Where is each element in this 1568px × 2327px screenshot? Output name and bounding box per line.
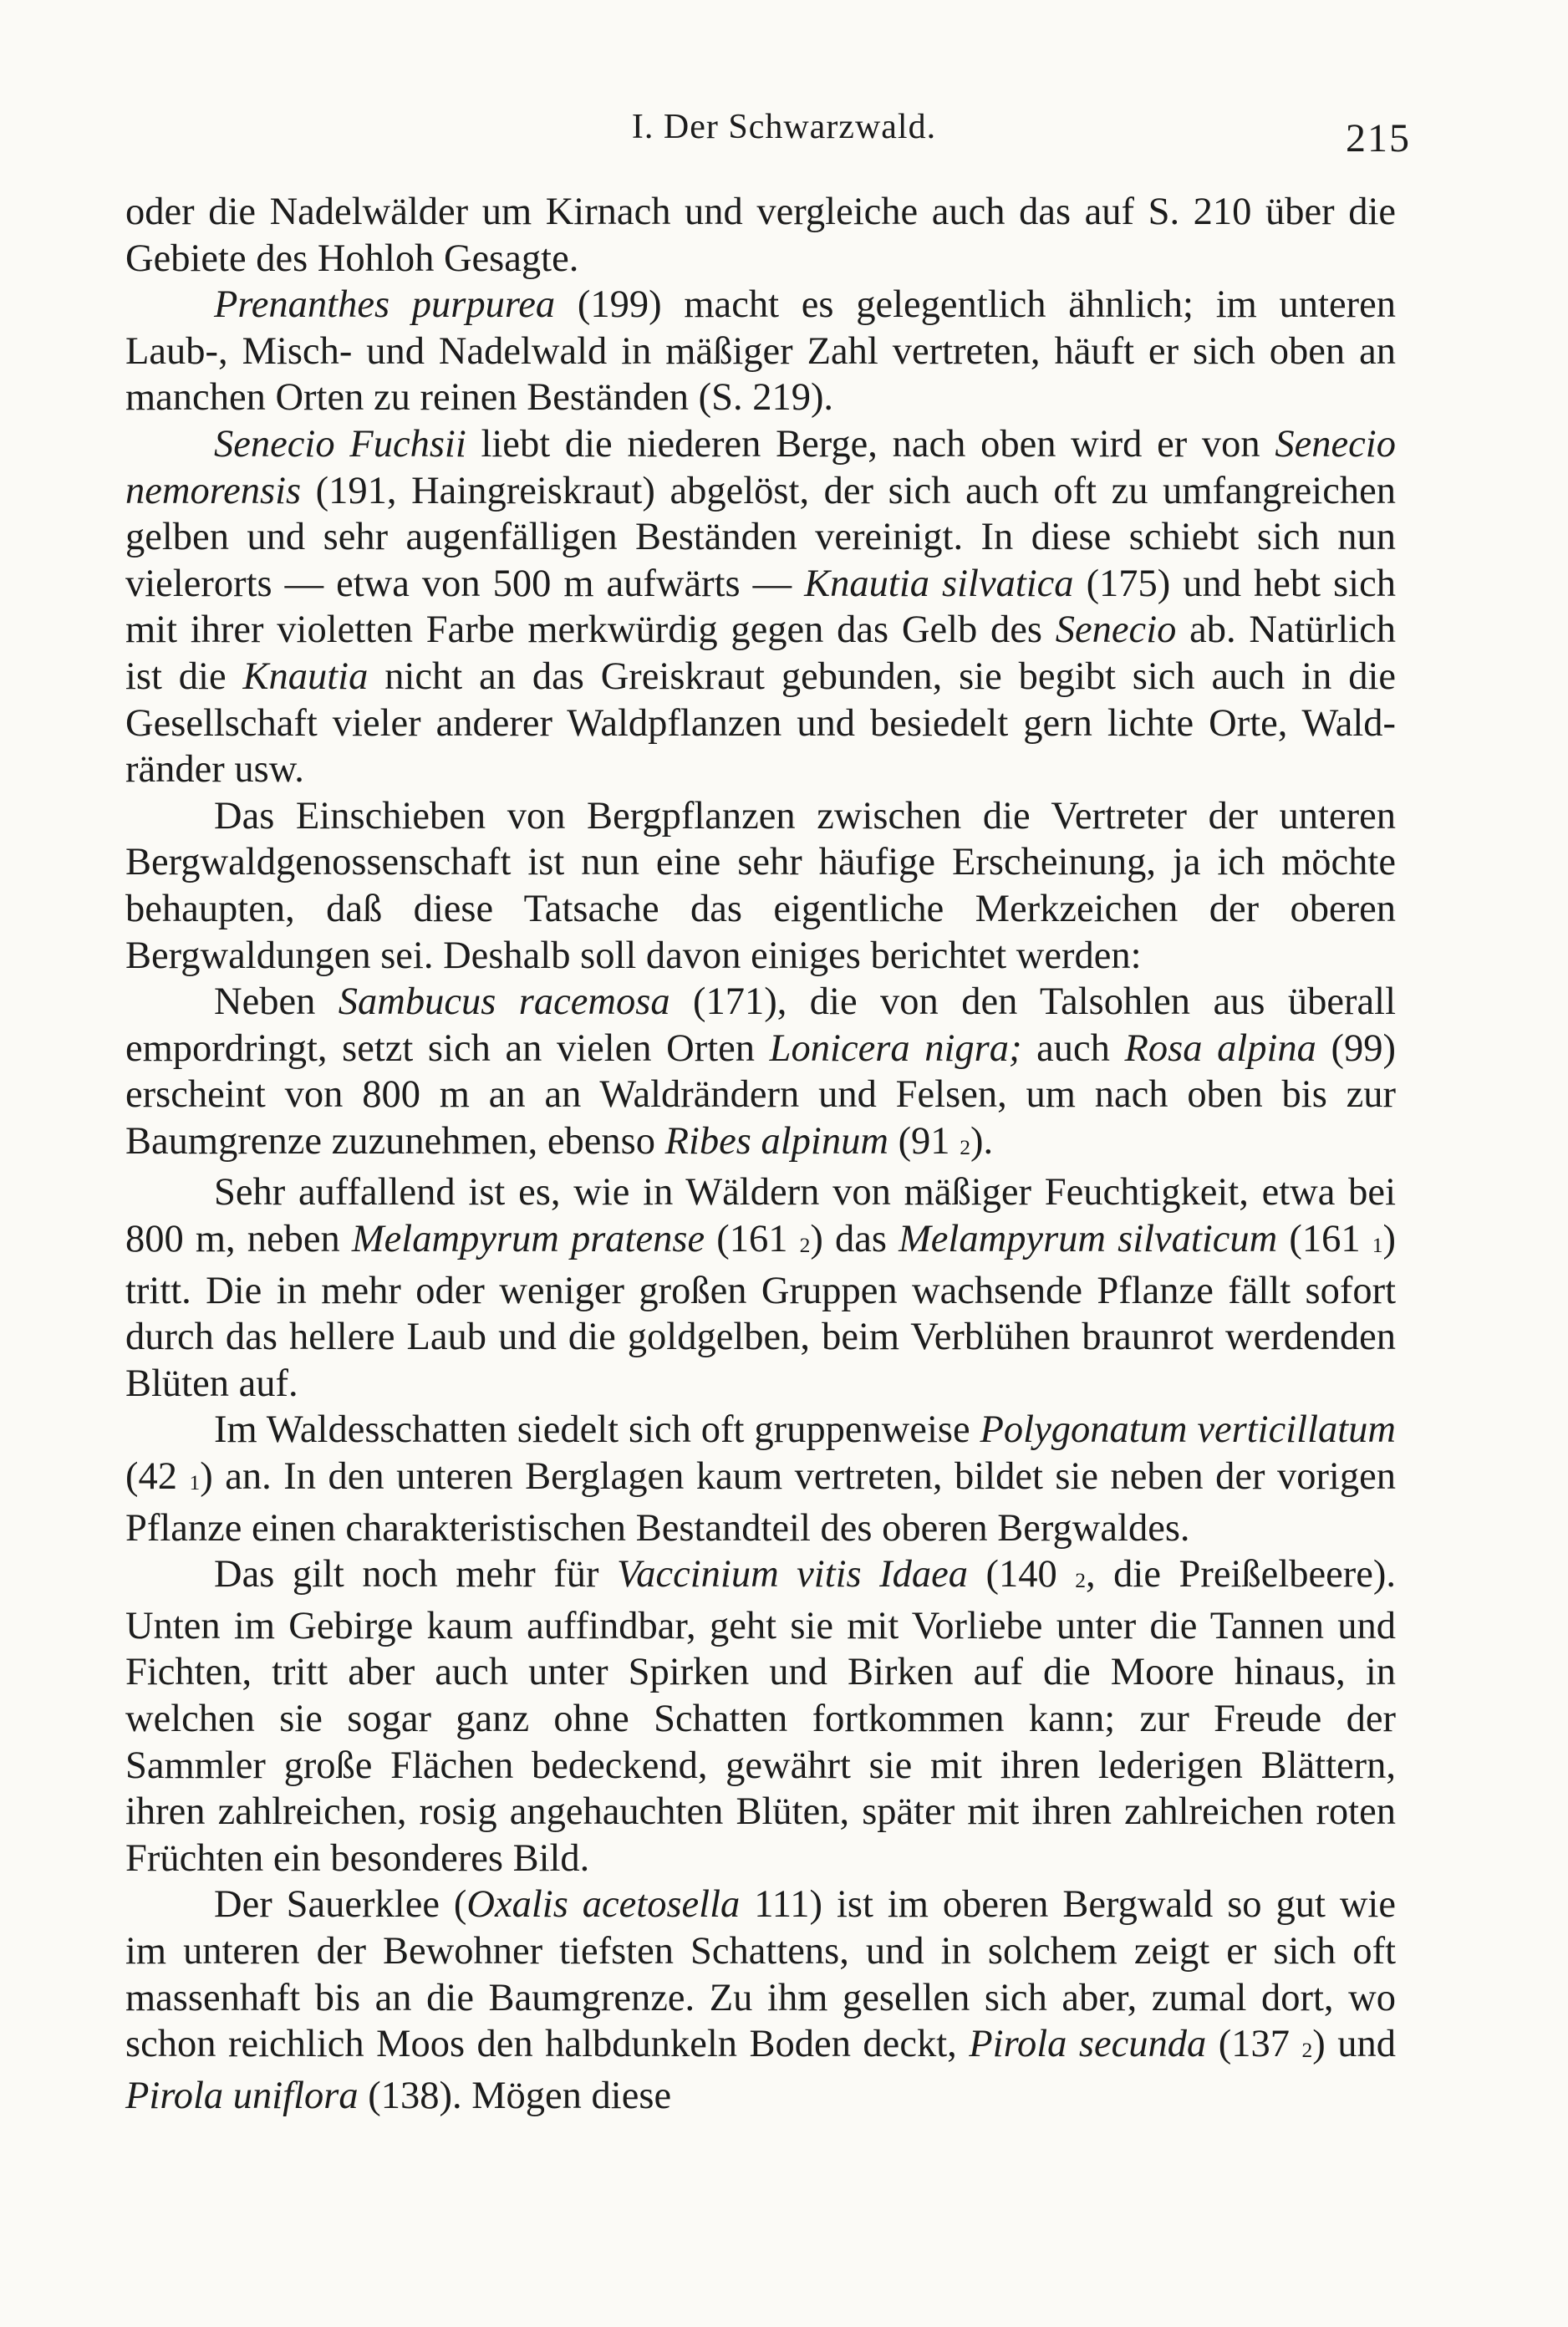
text-run: Das gilt noch mehr für [214,1553,617,1596]
species-name: Polygonatum verticillatum [980,1408,1396,1452]
paragraph [125,1169,1396,1407]
text-run: (191, Haingreiskraut) abgelöst, der sich auch oft zu umfangreichen gelben und sehr augenfälligen Beständen vereinigt. In diese schiebt sich nun vielerorts — etwa von 500 m aufwärts — [125,469,1396,605]
text-run: ) an. In den unteren Berglagen kaum vertreten, bildet sie neben der vorigen Pflanze einen charakteristischen Bestandteil des oberen Bergwaldes. [125,1455,1396,1550]
species-name: Rosa alpina [1124,1026,1316,1070]
paragraph [125,979,1396,1169]
text-run: ) tritt. Die in mehr oder weniger großen Gruppen wachsende Pflanze fällt sofort durch das hellere Laub und die goldgelben, beim Verblühen braunrot werdenden Blüten auf. [125,1218,1396,1405]
text-run: Das Einschieben von Bergpflanzen zwischen die Vertreter der unteren Bergwaldgenossenschaft ist nun eine sehr häufige Erscheinung, ja ich möchte behaupten, daß diese Tatsache das eigentliche Merkzeichen der oberen Bergwaldungen sei. Deshalb soll davon einiges berichtet werden: [125,794,1396,977]
figure-subnumber: 2 [1301,2038,1313,2063]
text-run: (42 [125,1455,190,1499]
body-text [125,189,1396,2119]
species-name: Oxalis acetosella [466,1883,741,1927]
text-run: ) und [1312,2023,1396,2066]
text-run: (175) und hebt sich mit ihrer violetten Farbe merkwürdig gegen das Gelb des [125,562,1396,652]
text-run: (138). Mögen diese [358,2074,672,2117]
text-run: ). [970,1119,994,1163]
paragraph [125,1407,1396,1551]
text-run: liebt die niederen Berge, nach oben wird er von [466,422,1275,466]
species-name: Pirola uniflora [125,2074,359,2117]
species-name: Senecio nemorensis [125,422,1396,512]
species-name: Melampyrum silvaticum [899,1218,1278,1261]
text-run: (161 [705,1218,800,1261]
species-name: Knautia silvatica [804,562,1074,605]
species-name: Ribes alpinum [664,1119,888,1163]
figure-subnumber: 1 [189,1470,201,1495]
text-run: (171), die von den Talsohlen aus überall empordringt, setzt sich an vielen Orten [125,980,1396,1070]
species-name: Senecio Fuchsii [214,422,466,466]
species-name: Prenanthes purpurea [214,283,556,327]
running-title: I. Der Schwarzwald. [631,108,937,146]
text-run: ab. Natürlich ist die [125,608,1396,698]
text-run: (199) macht es gelegentlich ähnlich; im unteren Laub-, Misch- und Nadelwald in mäßiger Zahl vertreten, häuft er sich oben an manchen Orten zu reinen Beständen (S. 219). [125,283,1396,420]
paragraph [125,282,1396,421]
species-name: Lonicera nigra; [769,1026,1022,1070]
page-number: 215 [1346,116,1411,160]
text-run: , die Preißelbeere). Unten im Gebirge kaum auffindbar, geht sie mit Vorliebe unter die Tannen und Fichten, tritt aber auch unter Spirken und Birken auf die Moore hinaus, in welchen sie sogar ganz ohne Schatten fortkommen kann; zur Freude der Sammler große Flächen bedeckend, gewährt sie mit ihren lederigen Blättern, ihren zahlreichen, rosig angehauchten Blüten, später mit ihren zahlreichen roten Früchten ein besonderes Bild. [125,1553,1396,1880]
text-run: Der Sauerklee ( [214,1883,467,1927]
text-run: Neben [214,980,339,1024]
text-run: ) das [810,1218,899,1261]
text-run: (99) erscheint von 800 m an an Waldrändern und Felsen, um nach oben bis zur Baumgrenze zuzunehmen, ebenso [125,1026,1397,1163]
species-name: Knautia [242,654,369,698]
figure-subnumber: 2 [960,1135,970,1160]
species-name: Sambucus racemosa [338,980,670,1024]
text-run: auch [1021,1026,1125,1070]
text-run: (91 [888,1119,960,1163]
figure-subnumber: 1 [1372,1233,1383,1258]
paragraph [125,1551,1396,1881]
species-name: Vaccinium vitis Idaea [616,1553,969,1596]
species-name: Senecio [1055,608,1177,652]
text-run: nicht an das Greiskraut gebunden, sie begibt sich auch in die Gesellschaft vieler anderer Waldpflanzen und besiedelt gern lichte Orte, Waldränder usw. [125,654,1397,792]
paragraph [125,189,1396,282]
text-run: Sehr auffallend ist es, wie in Wäldern von mäßiger Feuchtigkeit, etwa bei 800 m, neben [125,1171,1396,1261]
text-run: Im Waldesschatten siedelt sich oft gruppenweise [214,1408,980,1452]
species-name: Melampyrum pratense [351,1218,705,1261]
text-run: oder die Nadelwälder um Kirnach und vergleiche auch das auf S. 210 über die Gebiete des Hohloh Gesagte. [125,191,1396,280]
text-run: (137 [1206,2023,1302,2066]
species-name: Pirola secunda [969,2023,1207,2066]
figure-subnumber: 2 [799,1233,811,1258]
text-run: (161 [1277,1218,1372,1261]
figure-subnumber: 2 [1075,1568,1087,1593]
text-run: (140 [968,1553,1076,1596]
paragraph [125,1881,1396,2119]
paragraph [125,793,1396,979]
text-run: 111) ist im oberen Bergwald so gut wie im unteren der Bewohner tiefsten Schattens, und in solchem zeigt er sich oft massenhaft bis an die Baumgrenze. Zu ihm gesellen sich aber, zumal dort, wo schon reichlich Moos den halbdunkeln Boden deckt, [125,1883,1396,2066]
paragraph [125,421,1396,793]
